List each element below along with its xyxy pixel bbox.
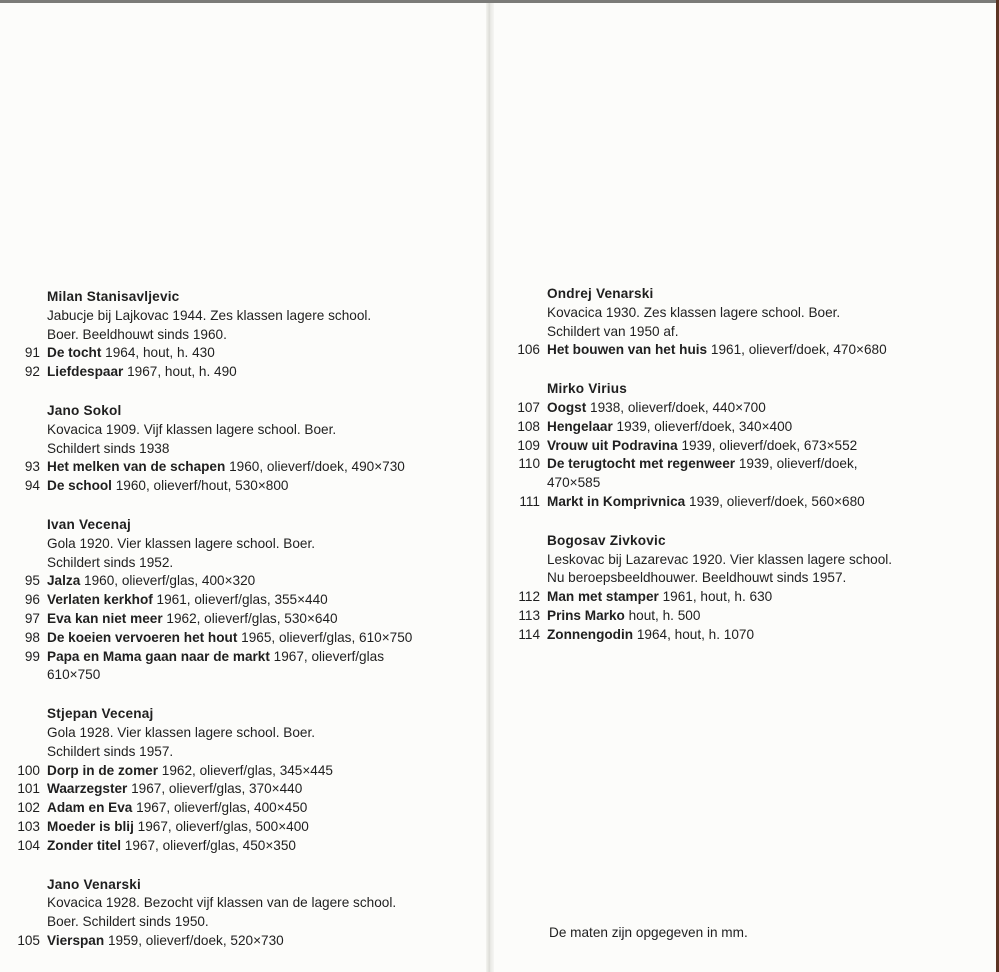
catalogue-text [547, 607, 700, 626]
number-spacer [0, 440, 47, 459]
artist-name: Jano Venarski [47, 876, 142, 892]
catalogue-entry [0, 629, 486, 648]
catalogue-number: 93 [24, 459, 40, 475]
artist-name-line [0, 402, 486, 421]
work-title: Markt in Komprivnica [547, 493, 686, 509]
work-details-continued: 470×585 [547, 475, 601, 491]
catalogue-text [547, 626, 754, 645]
catalogue-entry [0, 837, 486, 856]
catalogue-text [47, 837, 296, 856]
catalogue-number: 111 [519, 493, 540, 509]
number-spacer [0, 554, 47, 573]
catalogue-entry [500, 399, 990, 418]
number-spacer [0, 307, 47, 326]
work-details: 1962, olieverf/glas, 345×445 [158, 762, 333, 778]
catalogue-number: 98 [24, 629, 40, 645]
number-spacer [0, 743, 47, 762]
work-details: 1939, olieverf/doek, 340×400 [612, 418, 793, 434]
catalogue-text [547, 418, 792, 437]
number-spacer [0, 326, 47, 345]
artist-bio: Kovacica 1930. Zes klassen lagere school. Boer. [547, 304, 841, 320]
number-spacer [500, 380, 547, 399]
artist-bio: Schildert sinds 1952. [47, 554, 174, 570]
catalogue-entry [0, 762, 486, 781]
catalogue-entry [500, 341, 990, 360]
artist-entry [500, 380, 990, 512]
artist-bio: Schildert sinds 1938 [47, 440, 170, 456]
number-spacer [0, 516, 47, 535]
catalogue-entry [0, 799, 486, 818]
work-title: Verlaten kerkhof [47, 592, 153, 608]
work-details: hout, h. 500 [624, 607, 701, 623]
number-spacer [500, 304, 547, 323]
catalogue-text [547, 455, 858, 474]
catalogue-text [547, 493, 865, 512]
catalogue-entry [0, 780, 486, 799]
artist-bio: Schildert van 1950 af. [547, 323, 679, 339]
work-details: 1961, olieverf/glas, 355×440 [152, 592, 328, 608]
work-details: 1960, olieverf/glas, 400×320 [80, 573, 256, 589]
artist-name-line [0, 876, 486, 895]
catalogue-number: 99 [24, 648, 40, 664]
catalogue-text [547, 399, 766, 418]
work-title: Waarzegster [47, 781, 128, 797]
artist-bio-line [0, 421, 486, 440]
work-title: Adam en Eva [47, 800, 133, 816]
work-details: 1967, hout, h. 490 [123, 364, 237, 380]
artist-bio-line [0, 326, 486, 345]
artist-name: Ivan Vecenaj [47, 516, 132, 532]
artist-bio-line [0, 535, 486, 554]
catalogue-entry [500, 418, 990, 437]
catalogue-text [47, 477, 288, 496]
artist-entry [0, 288, 486, 382]
catalogue-entry-continued [0, 666, 486, 685]
artist-bio-line [0, 554, 486, 573]
catalogue-number: 95 [24, 573, 40, 589]
work-title: Jalza [47, 573, 81, 589]
book-gutter [486, 0, 494, 972]
work-title: Man met stamper [547, 589, 659, 605]
work-title: De tocht [47, 345, 102, 361]
catalogue-entry [0, 932, 486, 951]
catalogue-text [47, 648, 384, 667]
work-title: Het melken van de schapen [47, 459, 226, 475]
artist-entry [0, 402, 486, 496]
work-details: 1960, olieverf/doek, 490×730 [225, 459, 405, 475]
artist-name: Bogosav Zivkovic [547, 532, 666, 548]
work-title: Oogst [547, 399, 587, 415]
number-spacer [0, 402, 47, 421]
artist-name: Milan Stanisavljevic [47, 289, 180, 304]
work-details-continued: 610×750 [47, 667, 101, 683]
catalogue-text [547, 437, 857, 456]
number-spacer [500, 551, 547, 570]
catalogue-text [47, 932, 284, 951]
number-spacer [500, 323, 547, 342]
catalogue-text [47, 762, 333, 781]
catalogue-text [47, 780, 302, 799]
artist-entry [0, 705, 486, 855]
work-details: 1967, olieverf/glas, 500×400 [133, 818, 309, 834]
left-catalogue-column [0, 288, 486, 971]
artist-bio-line [0, 894, 486, 913]
work-details: 1959, olieverf/doek, 520×730 [104, 932, 284, 948]
catalogue-number: 110 [518, 456, 540, 472]
catalogue-number: 91 [24, 345, 40, 361]
work-title: De koeien vervoeren het hout [47, 629, 238, 645]
work-title: De school [47, 478, 112, 494]
artist-bio-line [0, 307, 486, 326]
number-spacer [500, 532, 547, 551]
work-details: 1962, olieverf/glas, 530×640 [162, 610, 338, 626]
number-spacer [0, 666, 47, 685]
catalogue-text [47, 458, 405, 477]
catalogue-entry [0, 591, 486, 610]
artist-name: Mirko Virius [547, 381, 627, 397]
catalogue-entry [0, 363, 486, 382]
catalogue-entry [500, 437, 990, 456]
catalogue-number: 100 [17, 762, 40, 778]
catalogue-number: 109 [517, 437, 540, 453]
work-title: Vierspan [47, 932, 105, 948]
catalogue-entry-continued [500, 474, 990, 493]
artist-name: Jano Sokol [47, 402, 122, 418]
catalogue-text [547, 341, 887, 360]
catalogue-number: 107 [517, 399, 540, 415]
artist-bio-line [500, 304, 990, 323]
number-spacer [500, 569, 547, 588]
catalogue-entry [0, 818, 486, 837]
right-catalogue-column [500, 285, 990, 665]
work-details: 1939, olieverf/doek, [735, 456, 858, 472]
work-title: Papa en Mama gaan naar de markt [47, 648, 270, 664]
work-title: Prins Marko [547, 607, 625, 623]
artist-bio: Gola 1928. Vier klassen lagere school. Boer. [47, 724, 316, 740]
number-spacer [0, 894, 47, 913]
number-spacer [0, 535, 47, 554]
artist-bio-line [0, 743, 486, 762]
artist-entry [500, 532, 990, 645]
catalogue-entry [0, 572, 486, 591]
work-details: 1939, olieverf/doek, 673×552 [677, 437, 858, 453]
artist-entry [500, 285, 990, 360]
artist-name: Ondrej Venarski [547, 286, 654, 301]
catalogue-entry [0, 458, 486, 477]
work-title: Dorp in de zomer [47, 762, 159, 778]
work-title: De terugtocht met regenweer [547, 456, 736, 472]
catalogue-text [47, 363, 237, 382]
number-spacer [0, 876, 47, 895]
artist-entry [0, 876, 486, 951]
catalogue-entry [0, 648, 486, 667]
work-title: Zonnengodin [547, 626, 634, 642]
catalogue-number: 113 [518, 607, 540, 623]
artist-name-line [500, 285, 990, 304]
catalogue-entry [500, 588, 990, 607]
artist-bio-line [500, 551, 990, 570]
work-details: 1965, olieverf/glas, 610×750 [237, 629, 413, 645]
work-details: 1967, olieverf/glas, 450×350 [121, 837, 296, 853]
work-title: Hengelaar [547, 418, 613, 434]
work-title: Zonder titel [47, 837, 122, 853]
work-details: 1967, olieverf/glas, 400×450 [132, 800, 308, 816]
number-spacer [0, 724, 47, 743]
catalogue-number: 108 [517, 418, 540, 434]
catalogue-entry [0, 477, 486, 496]
catalogue-number: 106 [517, 342, 540, 358]
work-title: Vrouw uit Podravina [547, 437, 678, 453]
artist-name-line [500, 532, 990, 551]
catalogue-text [47, 572, 255, 591]
work-details: 1964, hout, h. 430 [101, 345, 215, 361]
artist-bio-line [500, 323, 990, 342]
catalogue-number: 101 [17, 781, 40, 797]
catalogue-number: 94 [24, 478, 40, 494]
artist-entry [0, 516, 486, 685]
work-title: Liefdespaar [47, 364, 124, 380]
catalogue-number: 104 [17, 837, 40, 853]
catalogue-entry [500, 455, 990, 474]
catalogue-number: 114 [518, 626, 540, 642]
work-title: Moeder is blij [47, 818, 134, 834]
number-spacer [500, 474, 547, 493]
artist-bio: Boer. Beeldhouwt sinds 1960. [47, 326, 227, 342]
number-spacer [0, 288, 47, 307]
artist-bio: Boer. Schildert sinds 1950. [47, 914, 209, 930]
catalogue-number: 102 [17, 800, 40, 816]
work-details: 1960, olieverf/hout, 530×800 [111, 478, 289, 494]
catalogue-number: 96 [24, 592, 40, 608]
catalogue-text [47, 799, 307, 818]
artist-name-line [0, 516, 486, 535]
number-spacer [0, 913, 47, 932]
work-title: Het bouwen van het huis [547, 342, 708, 358]
artist-bio: Gola 1920. Vier klassen lagere school. Boer. [47, 535, 316, 551]
work-details: 1961, hout, h. 630 [658, 589, 773, 605]
artist-name-line [500, 380, 990, 399]
catalogue-text [47, 629, 412, 648]
artist-bio-line [0, 913, 486, 932]
catalogue-number: 105 [17, 932, 40, 948]
catalogue-entry [500, 493, 990, 512]
catalogue-number: 92 [24, 364, 40, 380]
catalogue-text [47, 818, 309, 837]
artist-bio: Schildert sinds 1957. [47, 743, 174, 759]
artist-bio: Leskovac bij Lazarevac 1920. Vier klassen lagere school. [547, 551, 893, 567]
catalogue-number: 112 [518, 589, 540, 605]
catalogue-entry [0, 344, 486, 363]
artist-name-line [0, 288, 486, 307]
catalogue-entry [500, 626, 990, 645]
work-details: 1961, olieverf/doek, 470×680 [707, 342, 887, 358]
work-details: 1964, hout, h. 1070 [633, 626, 755, 642]
artist-bio-line [0, 724, 486, 743]
number-spacer [0, 705, 47, 724]
artist-bio: Kovacica 1909. Vijf klassen lagere school. Boer. [47, 421, 337, 437]
catalogue-entry [0, 610, 486, 629]
catalogue-text [47, 344, 215, 363]
work-details: 1938, olieverf/doek, 440×700 [586, 399, 766, 415]
artist-bio-line [0, 440, 486, 459]
artist-bio: Jabucje bij Lajkovac 1944. Zes klassen lagere school. [47, 307, 372, 323]
artist-bio-line [500, 569, 990, 588]
work-details: 1967, olieverf/glas, 370×440 [127, 781, 303, 797]
catalogue-number: 97 [24, 610, 40, 626]
work-details: 1939, olieverf/doek, 560×680 [685, 493, 865, 509]
artist-bio: Nu beroepsbeeldhouwer. Beeldhouwt sinds 1957. [547, 570, 847, 586]
top-edge [0, 0, 999, 3]
catalogue-number: 103 [17, 818, 40, 834]
artist-name-line [0, 705, 486, 724]
catalogue-entry [500, 607, 990, 626]
catalogue-text [47, 610, 338, 629]
footnote: De maten zijn opgegeven in mm. [549, 925, 748, 940]
number-spacer [500, 285, 547, 304]
catalogue-text [47, 591, 328, 610]
artist-name: Stjepan Vecenaj [47, 706, 154, 722]
work-details: 1967, olieverf/glas [269, 648, 384, 664]
artist-bio: Kovacica 1928. Bezocht vijf klassen van de lagere school. [47, 895, 397, 911]
work-title: Eva kan niet meer [47, 610, 163, 626]
catalogue-text [547, 588, 772, 607]
number-spacer [0, 421, 47, 440]
